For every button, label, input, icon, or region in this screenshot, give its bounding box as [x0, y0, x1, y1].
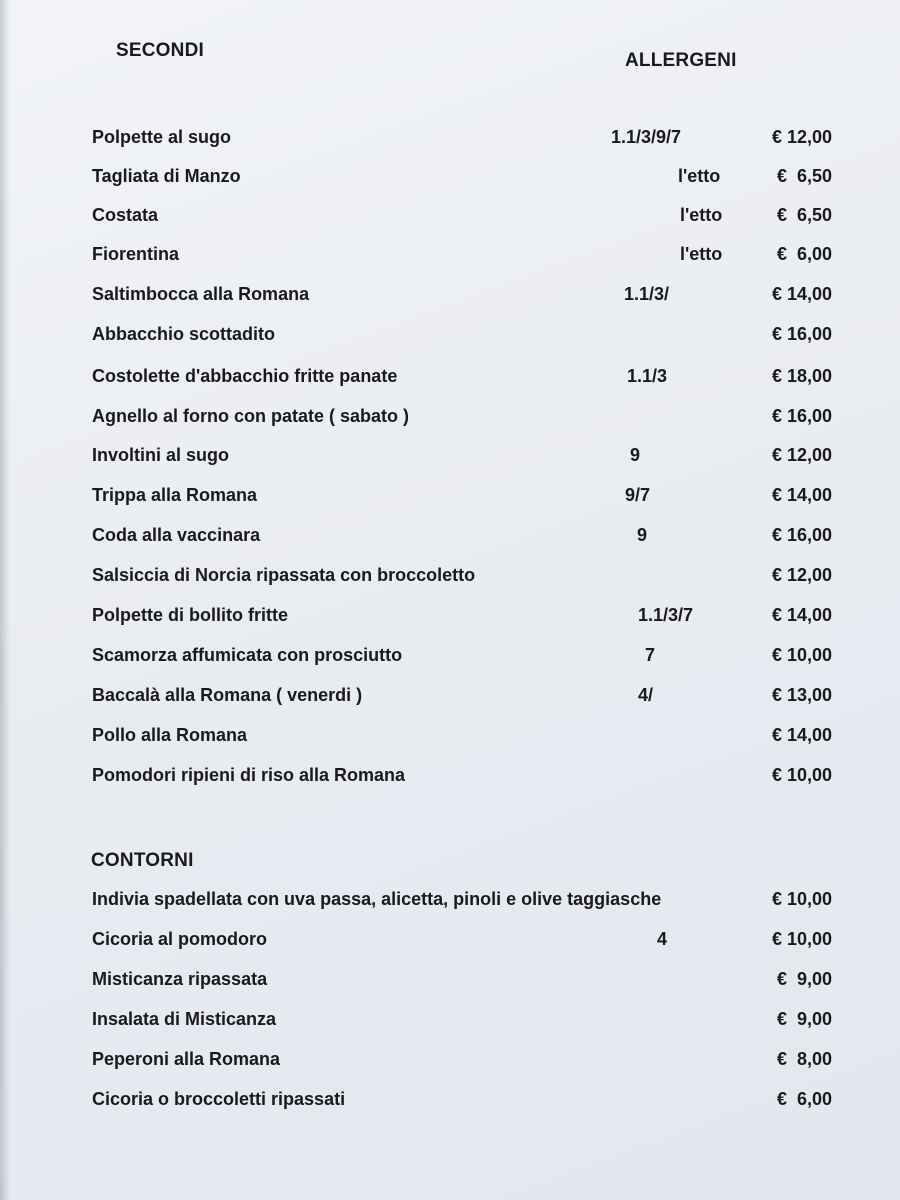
contorni-heading: CONTORNI — [91, 850, 194, 871]
menu-item-row — [92, 442, 832, 468]
dish-price: € 10,00 — [771, 889, 832, 909]
allergen-code: l'etto — [680, 244, 723, 264]
dish-name: Salsiccia di Norcia ripassata con broccoletto — [92, 565, 476, 585]
dish-name: Insalata di Misticanza — [92, 1009, 277, 1029]
menu-item-row — [92, 363, 832, 389]
menu-item-row — [92, 682, 832, 708]
allergeni-heading: ALLERGENI — [625, 50, 737, 71]
allergen-code: 1.1/3/9/7 — [611, 127, 682, 147]
dish-name: Saltimbocca alla Romana — [92, 284, 310, 304]
allergen-code: 7 — [645, 645, 656, 665]
dish-price: € 16,00 — [771, 406, 832, 426]
dish-name: Coda alla vaccinara — [92, 525, 261, 545]
dish-price: € 9,00 — [776, 969, 832, 989]
menu-item-row — [92, 1046, 832, 1072]
allergen-code: 1.1/3/7 — [638, 605, 694, 625]
dish-name: Peperoni alla Romana — [92, 1049, 281, 1069]
menu-item-row — [92, 926, 832, 952]
secondi-heading: SECONDI — [116, 40, 204, 61]
dish-name: Costolette d'abbacchio fritte panate — [92, 366, 398, 386]
menu-item-row — [92, 522, 832, 548]
menu-item-row — [92, 482, 832, 508]
menu-item-row — [92, 966, 832, 992]
menu-item-row — [92, 1086, 832, 1112]
dish-name: Indivia spadellata con uva passa, alicetta, pinoli e olive taggiasche — [92, 889, 662, 909]
menu-item-row — [92, 1006, 832, 1032]
dish-name: Costata — [92, 205, 159, 225]
dish-name: Polpette al sugo — [92, 127, 232, 147]
menu-item-row — [92, 602, 832, 628]
dish-name: Pollo alla Romana — [92, 725, 248, 745]
dish-price: € 9,00 — [776, 1009, 832, 1029]
allergen-code: 9 — [630, 445, 641, 465]
dish-price: € 14,00 — [771, 725, 832, 745]
menu-item-row — [92, 241, 832, 267]
dish-price: € 12,00 — [771, 565, 832, 585]
dish-name: Abbacchio scottadito — [92, 324, 276, 344]
page-edge-shadow — [0, 0, 10, 1200]
dish-name: Polpette di bollito fritte — [92, 605, 288, 625]
allergen-code: 1.1/3/ — [624, 284, 670, 304]
dish-price: € 10,00 — [771, 765, 832, 785]
menu-item-row — [92, 321, 832, 347]
dish-name: Cicoria al pomodoro — [92, 929, 268, 949]
menu-item-row — [92, 722, 832, 748]
dish-price: € 6,00 — [776, 1089, 832, 1109]
menu-item-row — [92, 562, 832, 588]
dish-name: Pomodori ripieni di riso alla Romana — [92, 765, 406, 785]
dish-price: € 18,00 — [771, 366, 832, 386]
menu-item-row — [92, 202, 832, 228]
dish-name: Scamorza affumicata con prosciutto — [92, 645, 403, 665]
allergen-code: l'etto — [678, 166, 721, 186]
dish-name: Misticanza ripassata — [92, 969, 268, 989]
allergen-code: 4/ — [638, 685, 654, 705]
menu-item-row — [92, 403, 832, 429]
menu-item-row — [92, 642, 832, 668]
menu-item-row — [92, 281, 832, 307]
dish-price: € 16,00 — [771, 525, 832, 545]
dish-price: € 10,00 — [771, 929, 832, 949]
dish-name: Tagliata di Manzo — [92, 166, 241, 186]
dish-name: Fiorentina — [92, 244, 180, 264]
allergen-code: 4 — [657, 929, 668, 949]
dish-name: Agnello al forno con patate ( sabato ) — [92, 406, 410, 426]
dish-price: € 14,00 — [771, 485, 832, 505]
menu-item-row — [92, 163, 832, 189]
dish-name: Involtini al sugo — [92, 445, 230, 465]
dish-name: Cicoria o broccoletti ripassati — [92, 1089, 346, 1109]
dish-price: € 10,00 — [771, 645, 832, 665]
dish-price: € 14,00 — [771, 605, 832, 625]
dish-name: Trippa alla Romana — [92, 485, 258, 505]
dish-price: € 16,00 — [771, 324, 832, 344]
dish-price: € 8,00 — [776, 1049, 832, 1069]
dish-price: € 13,00 — [771, 685, 832, 705]
dish-price: € 6,00 — [776, 244, 832, 264]
allergen-code: 9 — [637, 525, 648, 545]
allergen-code: l'etto — [680, 205, 723, 225]
menu-item-row — [92, 762, 832, 788]
dish-price: € 12,00 — [771, 445, 832, 465]
menu-item-row — [92, 886, 832, 912]
dish-name: Baccalà alla Romana ( venerdi ) — [92, 685, 363, 705]
dish-price: € 12,00 — [771, 127, 832, 147]
menu-item-row — [92, 124, 832, 150]
dish-price: € 6,50 — [776, 166, 832, 186]
allergen-code: 9/7 — [625, 485, 651, 505]
dish-price: € 6,50 — [776, 205, 832, 225]
dish-price: € 14,00 — [771, 284, 832, 304]
allergen-code: 1.1/3 — [627, 366, 668, 386]
